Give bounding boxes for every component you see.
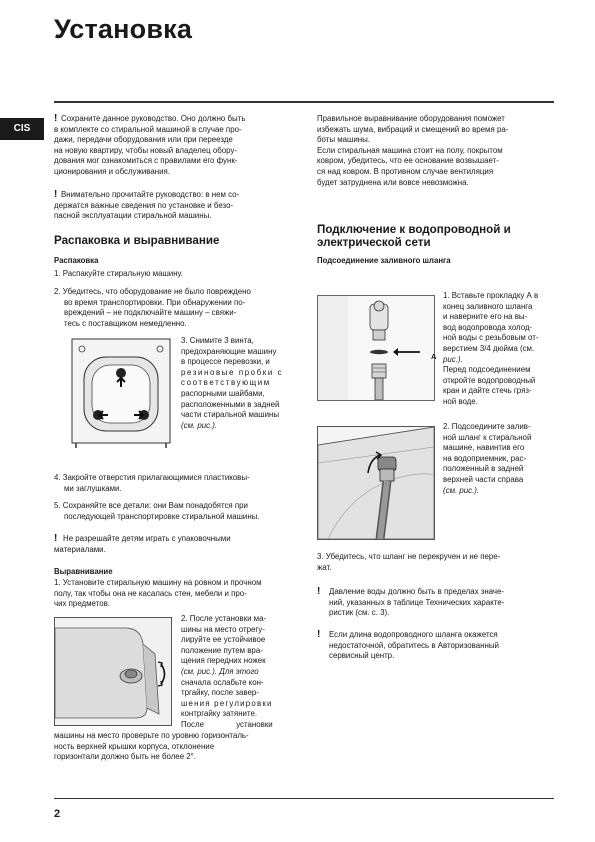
text-line: жат.	[317, 562, 332, 572]
text-line: в процессе перевозки, и	[181, 357, 270, 367]
text-line: положение путем вра-	[181, 645, 263, 655]
section-heading-connection	[317, 223, 557, 249]
leveling-step-2	[181, 614, 293, 731]
machine-back-illustration	[70, 337, 172, 450]
text-line: на водоприемник, рас-	[443, 453, 527, 463]
header-rule	[54, 101, 554, 103]
hose-step-2	[443, 422, 555, 496]
text-line: 2. После установки ма-	[181, 614, 267, 623]
hose-step-1	[443, 291, 555, 408]
section-heading-unpacking: Распаковка и выравнивание	[54, 234, 220, 247]
text-line: положенный в задней	[443, 464, 524, 474]
text-line: горизонтали должно быть не более 2°.	[54, 752, 197, 762]
text-line: недостаточной, обратитесь в Авторизованный	[329, 640, 499, 650]
text-line: пасной эксплуатации стиральной машины.	[54, 211, 212, 221]
text-line: верстием 3/4 дюйма (см.	[443, 343, 535, 353]
text-line: (см. рис.). Для этого	[181, 666, 259, 676]
text-line: 2. Убедитесь, что оборудование не было повреждено	[54, 287, 251, 296]
text-line: в комплекте со стиральной машиной в случае про-	[54, 124, 242, 134]
text-line: расположенными в задней	[181, 399, 280, 409]
step-4	[54, 473, 294, 494]
text-line: откройте водопроводный	[443, 375, 536, 385]
text-line: Не разрешайте детям играть с упаковочными	[63, 534, 231, 543]
text-line: Давление воды должно быть в пределах значе-	[329, 587, 505, 596]
page-title: Установка	[54, 14, 193, 44]
text-line: 5. Сохраняйте все детали: они Вам понадобятся при	[54, 501, 248, 510]
warning-keep-manual-text	[54, 114, 294, 178]
text-line: соответствующим	[181, 378, 271, 388]
warning-water-pressure-text	[317, 587, 557, 619]
hose-connect-illustration	[318, 427, 434, 539]
text-line: избежать шума, вибраций и смещений во время ра-	[317, 124, 509, 134]
text-line: дажи, передачи оборудования или при переезде	[54, 135, 233, 145]
text-line: Сохраните данное руководство. Оно должно быть	[61, 114, 246, 123]
text-line: части стиральной машины	[181, 410, 280, 420]
step-3	[181, 336, 293, 431]
text-line: ся над ковром. В противном случае вентиляция	[317, 166, 494, 176]
step-5	[54, 501, 294, 522]
text-line: последующей транспортировке стиральной машины.	[64, 511, 260, 521]
text-line: 1. Установите стиральную машину на ровном и прочном	[54, 578, 262, 587]
warning-children-text	[54, 534, 294, 555]
text-line: на новую квартиру, чтобы новый владелец обору-	[54, 145, 238, 155]
warning-hose-length-text	[317, 630, 557, 662]
text-line: ность верхней крышки корпуса, отклонение	[54, 741, 215, 751]
subheading-unpacking: Распаковка	[54, 256, 99, 265]
text-line: (см. рис.).	[181, 420, 218, 430]
text-line: ной воды с резьбовым от-	[443, 333, 539, 343]
warning-read-manual	[54, 190, 294, 222]
leveling-foot-figure	[54, 617, 172, 726]
text-line: 3. Убедитесь, что шланг не перекручен и не пере-	[317, 552, 501, 561]
language-tab: CIS	[0, 118, 44, 140]
text-line: Если длина водопроводного шланга окажется	[329, 630, 498, 639]
text-line: машины на место проверьте по уровню горизонталь-	[54, 731, 249, 740]
text-line: боты машины.	[317, 135, 370, 145]
text-line: шины на место отрегу-	[181, 624, 265, 634]
text-line: тргайку, после завер-	[181, 688, 259, 698]
machine-back-figure	[70, 337, 172, 450]
warning-keep-manual	[54, 114, 294, 178]
text-line: сервисный центр.	[329, 651, 395, 661]
footer-rule	[54, 798, 554, 799]
text-line: лируйте ее устойчивое	[181, 635, 266, 645]
text-line: будет затруднена или вовсе невозможна.	[317, 177, 469, 187]
text-line: 4. Закройте отверстия прилагающимися пластиковы-	[54, 473, 250, 482]
warning-read-manual-text	[54, 190, 294, 222]
text-line: Правильное выравнивание оборудования поможет	[317, 114, 505, 123]
warning-icon: !	[54, 189, 58, 200]
text-line: ной шланг к стиральной	[443, 432, 532, 442]
hose-connect-figure	[317, 426, 435, 540]
leveling-step-1	[54, 578, 294, 610]
text-line: распорными шайбами,	[181, 388, 265, 398]
text-line: ковром, убедитесь, что ее основание возвышает-	[317, 156, 499, 166]
text-line: щения передних ножек	[181, 656, 266, 666]
text-line: ний, указанных в таблице Технических характе-	[329, 597, 505, 607]
leveling-step-2-tail	[54, 731, 294, 763]
text-line: 1. Вставьте прокладку А в	[443, 291, 539, 300]
text-line: Перед подсоединением	[443, 365, 531, 375]
hose-step-3	[317, 552, 557, 573]
text-line: материалами.	[54, 544, 106, 554]
heading-line: электрической сети	[317, 236, 431, 249]
text-line: кран и дайте стечь гряз-	[443, 386, 532, 396]
text-line: резиновые пробки с	[181, 367, 284, 377]
text-line: дования мог ознакомиться с правилами его функ-	[54, 156, 238, 166]
leveling-foot-illustration	[55, 618, 171, 725]
text-line: верхней части справа	[443, 474, 524, 484]
text-line: После установки	[181, 719, 273, 729]
text-line: машине, навинтив его	[443, 443, 525, 453]
warning-water-pressure	[317, 587, 557, 619]
text-line: вреждений – не подключайте машину – свяжи-	[64, 308, 237, 318]
text-line: контргайку затяните.	[181, 709, 258, 719]
text-line: конец заливного шланга	[443, 301, 533, 311]
text-line: (см. рис.).	[443, 485, 480, 495]
warning-icon: !	[317, 586, 321, 597]
text-line: ционирования и обслуживания.	[54, 166, 170, 176]
text-line: ной воде.	[443, 396, 478, 406]
warning-hose-length	[317, 630, 557, 662]
text-line: 3. Снимите 3 винта,	[181, 336, 254, 345]
subheading-leveling: Выравнивание	[54, 567, 113, 576]
warning-icon: !	[317, 629, 321, 640]
warning-icon: !	[54, 113, 58, 124]
leveling-intro	[317, 114, 557, 188]
warning-icon: !	[54, 533, 58, 544]
text-line: сначала ослабьте кон-	[181, 677, 264, 687]
text-line: полу, так чтобы она не касалась стен, мебели и про-	[54, 588, 247, 598]
text-line: ристик (см. с. 3).	[329, 608, 390, 618]
text-line: предохраняющие машину	[181, 346, 277, 356]
text-line: Если стиральная машина стоит на полу, покрытом	[317, 145, 503, 155]
tap-hose-figure	[317, 295, 435, 401]
warning-children	[54, 534, 294, 555]
text-line: во время транспортировки. При обнаружении по-	[64, 297, 246, 307]
heading-line: Подключение к водопроводной и	[317, 223, 511, 236]
step-1: 1. Распакуйте стиральную машину.	[54, 269, 183, 278]
text-line: шения регулировки	[181, 698, 273, 708]
text-line: держатся важные сведения по установке и безо-	[54, 200, 234, 210]
text-line: тесь с поставщиком немедленно.	[64, 318, 187, 328]
tap-hose-illustration	[318, 296, 437, 400]
step-2	[54, 287, 294, 329]
text-line: ми заглушками.	[64, 483, 122, 493]
subheading-inlet-hose: Подсоединение заливного шланга	[317, 256, 451, 265]
label-gasket-a: A	[431, 352, 437, 361]
text-line: и наверните его на вы-	[443, 312, 528, 322]
page-number: 2	[54, 808, 61, 820]
text-line: рис.).	[443, 354, 463, 364]
text-line: 2. Подсоедините залив-	[443, 422, 531, 431]
text-line: чих предметов.	[54, 599, 110, 609]
text-line: вод водопровода холод-	[443, 322, 533, 332]
text-line: Внимательно прочитайте руководство: в нем со-	[61, 190, 240, 199]
